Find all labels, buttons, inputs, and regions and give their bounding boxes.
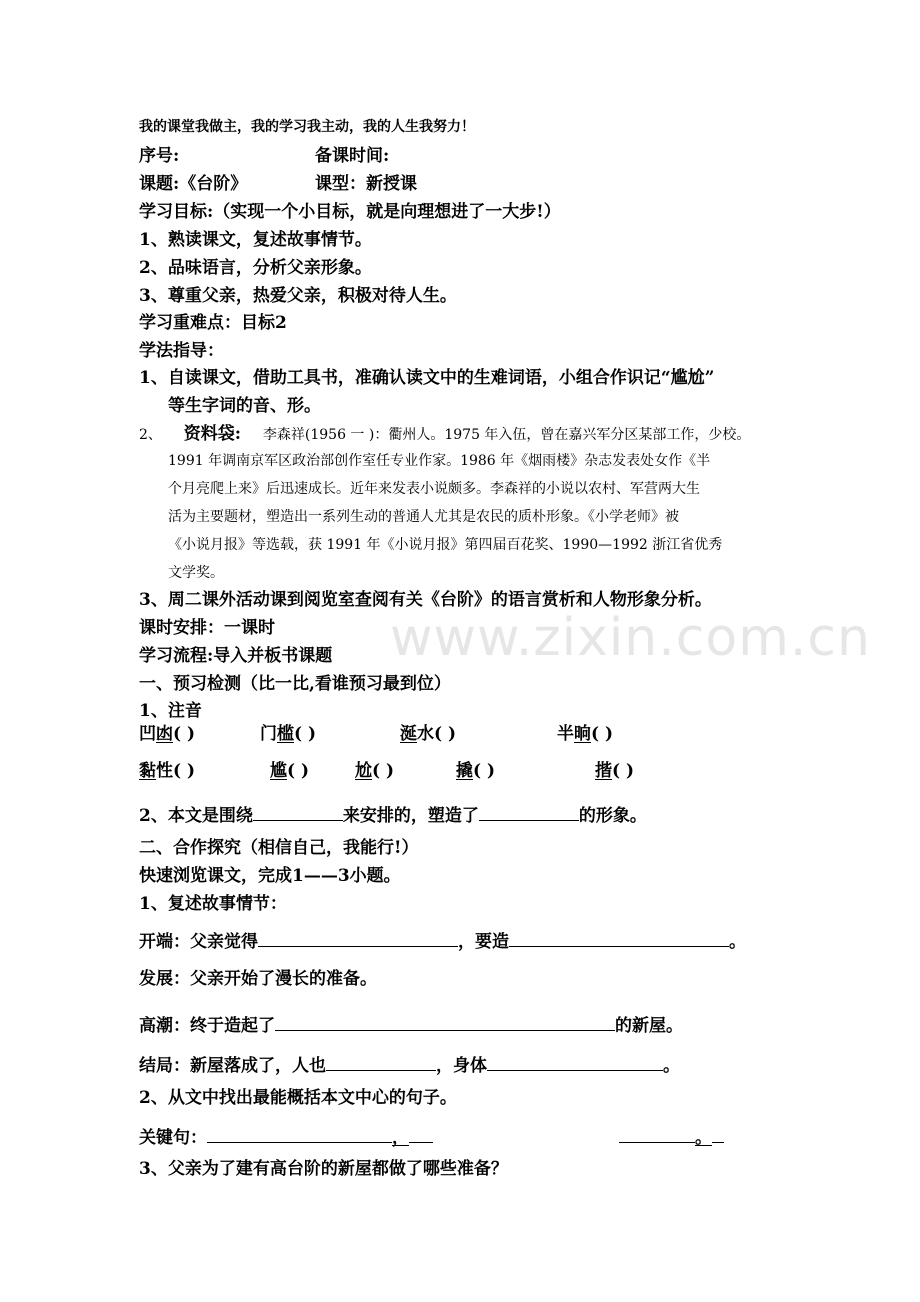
phonetic-item: 涎水( ) [400, 724, 457, 744]
answer-blank[interactable] [509, 928, 729, 947]
method-title: 学法指导： [139, 341, 224, 361]
bio-line: 1991 年调南京军区政治部创作室任专业作家。1986 年《烟雨楼》杂志发表处女作《半 [168, 453, 711, 469]
prep-time-label: 备课时间: [315, 146, 390, 166]
phonetic-item: 尴( ) [270, 761, 310, 781]
phonetic-item: 半晌( ) [557, 724, 614, 744]
method-item-3: 3、周二课外活动课到阅览室查阅有关《台阶》的语言赏析和人物形象分析。 [139, 590, 712, 610]
watermark: www.zixin.com.cn [390, 608, 871, 668]
section2-q3: 3、父亲为了建有高台阶的新屋都做了哪些准备？ [139, 1159, 508, 1179]
answer-blank[interactable] [326, 1052, 436, 1071]
goal-item: 1、熟读课文，复述故事情节。 [139, 230, 372, 250]
method-item-2 [139, 423, 750, 445]
answer-blank[interactable] [409, 1124, 433, 1143]
phonetic-item: 揩( ) [595, 761, 635, 781]
key-points: 学习重难点：目标2 [139, 313, 287, 333]
method-item-1-cont: 等生字词的音、形。 [168, 396, 321, 416]
bio-line: 个月亮爬上来》后迅速成长。近年来发表小说颇多。李森祥的小说以农村、军营两大生 [168, 481, 700, 497]
method-item-1: 1、自读课文，借助工具书，准确认读文中的生难词语，小组合作识记“尴尬” [139, 368, 715, 388]
schedule: 课时安排：一课时 [139, 618, 275, 638]
plot-end: 结局：新屋落成了，人也 ，身体 。 [139, 1052, 680, 1077]
section2-instruction: 快速浏览课文，完成1——3小题。 [139, 866, 401, 886]
goals-title: 学习目标:（实现一个小目标，就是向理想进了一大步!） [139, 202, 561, 222]
answer-blank[interactable] [479, 802, 579, 821]
bio-line: 文学奖。 [168, 565, 224, 581]
topic-row [139, 173, 417, 195]
serial-row [139, 145, 390, 167]
item2-num: 2、 [139, 427, 162, 443]
plot-start: 开端：父亲觉得 ，要造 。 [139, 928, 746, 953]
answer-blank[interactable] [487, 1052, 663, 1071]
section1-q2: 2、本文是围绕 来安排的，塑造了 的形象。 [139, 802, 647, 827]
goal-item: 3、尊重父亲，热爱父亲，积极对待人生。 [139, 286, 457, 306]
answer-blank[interactable] [207, 1124, 392, 1143]
bio-line: 活为主要题材，塑造出一系列生动的普通人尤其是农民的质朴形象。《小学老师》被 [168, 509, 679, 525]
section2-q2: 2、从文中找出最能概括本文中心的句子。 [139, 1088, 457, 1108]
goal-item: 2、品味语言，分析父亲形象。 [139, 258, 372, 278]
plot-develop: 发展：父亲开始了漫长的准备。 [139, 969, 377, 989]
answer-blank[interactable] [253, 802, 343, 821]
item2-label: 资料袋: [183, 424, 242, 444]
motto: 我的课堂我做主，我的学习我主动，我的人生我努力！ [139, 119, 475, 135]
flow: 学习流程:导入并板书课题 [139, 646, 333, 666]
phonetic-title: 1、注音 [139, 701, 202, 721]
section1-title: 一、预习检测（比一比,看谁预习最到位） [139, 674, 451, 694]
bio-line: 《小说月报》等选载，获 1991 年《小说月报》第四届百花奖、1990—1992 浙江省优秀 [168, 537, 723, 553]
answer-blank[interactable] [619, 1124, 695, 1143]
phonetic-item: 凹凼( ) [139, 724, 196, 744]
phonetic-item: 门槛( ) [260, 724, 317, 744]
lesson-type: 课型：新授课 [315, 174, 417, 194]
phonetic-item: 黏性( ) [139, 761, 196, 781]
topic: 课题:《台阶》 [139, 174, 248, 194]
phonetic-item: 撬( ) [456, 761, 496, 781]
answer-blank[interactable] [258, 928, 458, 947]
serial-label: 序号: [139, 146, 180, 166]
bio-line: 李森祥(1956 一 )：衢州人。1975 年入伍，曾在嘉兴军分区某部工作，少校。 [262, 427, 751, 443]
plot-climax: 高潮：终于造起了 的新屋。 [139, 1012, 683, 1037]
section2-title: 二、合作探究（相信自己，我能行!） [139, 838, 419, 858]
answer-blank[interactable] [275, 1012, 615, 1031]
key-sentence-row: 关键句： ， 。 [139, 1124, 724, 1149]
phonetic-item: 尬( ) [355, 761, 395, 781]
section2-q1: 1、复述故事情节： [139, 894, 287, 914]
